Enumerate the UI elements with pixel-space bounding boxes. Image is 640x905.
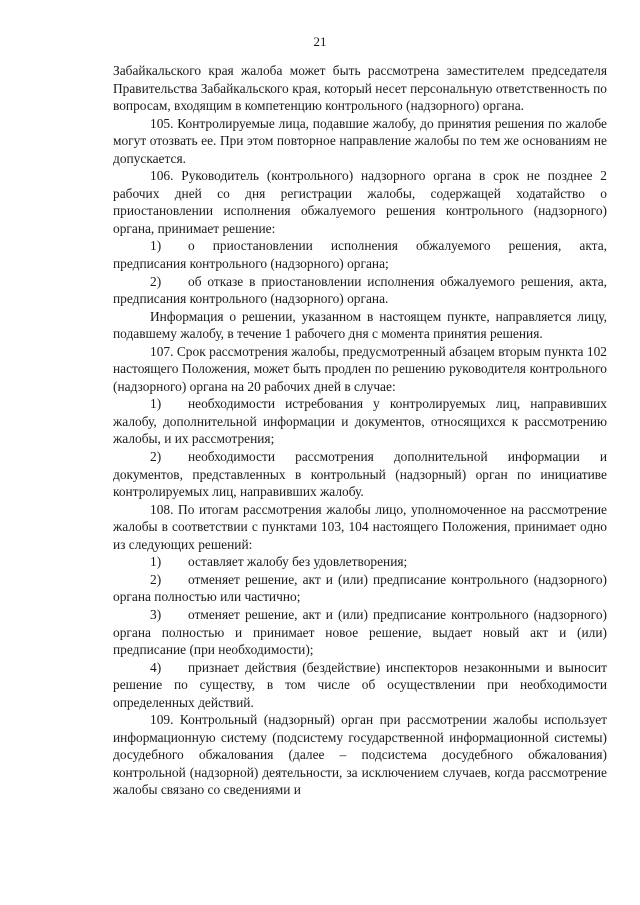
- list-item-number: 4): [150, 659, 162, 675]
- list-item-number: 2): [150, 571, 162, 587]
- list-item-108-2: [113, 571, 607, 606]
- paragraph-109: [113, 711, 607, 799]
- list-item-text: отменяет решение, акт и (или) предписание контрольного (надзорного) органа полностью или частично;: [113, 571, 607, 605]
- paragraph-text: 109. Контрольный (надзорный) орган при рассмотрении жалобы использует информационную систему (подсистему государственной информационной системы) досудебного обжалования (далее – подсистема досудебного обжалования) контрольной (надзорной) деятельности, за исключением случаев, когда рассмотрение жалобы связано со сведениями и: [113, 712, 607, 798]
- list-item-number: 2): [150, 273, 162, 289]
- paragraph-107: [113, 343, 607, 396]
- paragraph-text: 105. Контролируемые лица, подавшие жалобу, до принятия решения по жалобе могут отозвать ее. При этом повторное направление жалобы по тем же основаниям не допускается.: [113, 115, 607, 166]
- list-item-108-1: [113, 553, 607, 571]
- paragraph-106-info: [113, 308, 607, 343]
- list-item-106-1: [113, 237, 607, 272]
- list-item-number: 1): [150, 396, 162, 412]
- paragraph-108: [113, 501, 607, 554]
- list-item-number: 1): [150, 554, 162, 570]
- list-item-text: необходимости истребования у контролируемых лиц, направивших жалобу, дополнительной информации и документов, относящихся к рассмотрению жалобы, и их рассмотрения;: [113, 396, 607, 447]
- list-item-text: отменяет решение, акт и (или) предписание контрольного (надзорного) органа полностью и принимает новое решение, выдает новый акт и (или) предписание (при необходимости);: [113, 606, 607, 658]
- paragraph-text: 107. Срок рассмотрения жалобы, предусмотренный абзацем вторым пункта 102 настоящего Положения, может быть продлен по решению руководителя контрольного (надзорного) органа на 20 рабочих дней в случае:: [113, 343, 607, 394]
- list-item-107-1: [113, 395, 607, 448]
- paragraph-106: [113, 167, 607, 237]
- page-number: 21: [313, 34, 327, 49]
- document-body: [113, 62, 607, 799]
- list-item-number: 1): [150, 238, 162, 254]
- paragraph-text: 106. Руководитель (контрольного) надзорного органа в срок не позднее 2 рабочих дней со дня регистрации жалобы, содержащей ходатайство о приостановлении исполнения обжалуемого решения контрольного (надзорного) органа, принимает решение:: [113, 168, 607, 236]
- list-item-text: о приостановлении исполнения обжалуемого решения, акта, предписания контрольного (надзорного) органа;: [113, 238, 607, 272]
- paragraph-text: Информация о решении, указанном в настоящем пункте, направляется лицу, подавшему жалобу, в течение 1 рабочего дня с момента принятия решения.: [113, 308, 607, 342]
- list-item-107-2: [113, 448, 607, 501]
- list-item-108-4: [113, 659, 607, 712]
- paragraph-text: 108. По итогам рассмотрения жалобы лицо, уполномоченное на рассмотрение жалобы в соответствии с пунктами 103, 104 настоящего Положения, принимает одно из следующих решений:: [113, 501, 607, 552]
- list-item-106-2: [113, 273, 607, 308]
- list-item-text: оставляет жалобу без удовлетворения;: [188, 554, 408, 570]
- list-item-text: признает действия (бездействие) инспекторов незаконными и выносит решение по существу, в том числе об осуществлении при необходимости определенных действий.: [113, 659, 607, 710]
- list-item-number: 3): [150, 606, 162, 622]
- list-item-number: 2): [150, 449, 162, 465]
- list-item-text: необходимости рассмотрения дополнительной информации и документов, представленных в контрольный (надзорный) орган по инициативе контролируемых лиц, направивших жалобу.: [113, 449, 607, 500]
- list-item-text: об отказе в приостановлении исполнения обжалуемого решения, акта, предписания контрольного (надзорного) органа.: [113, 273, 607, 307]
- paragraph-105: [113, 115, 607, 168]
- list-item-108-3: [113, 606, 607, 659]
- paragraph-104-continuation: [113, 62, 607, 115]
- paragraph-text: Забайкальского края жалоба может быть рассмотрена заместителем председателя Правительства Забайкальского края, который несет персональную ответственность по вопросам, входящим в компетенцию контрольного (надзорного) органа.: [113, 63, 607, 114]
